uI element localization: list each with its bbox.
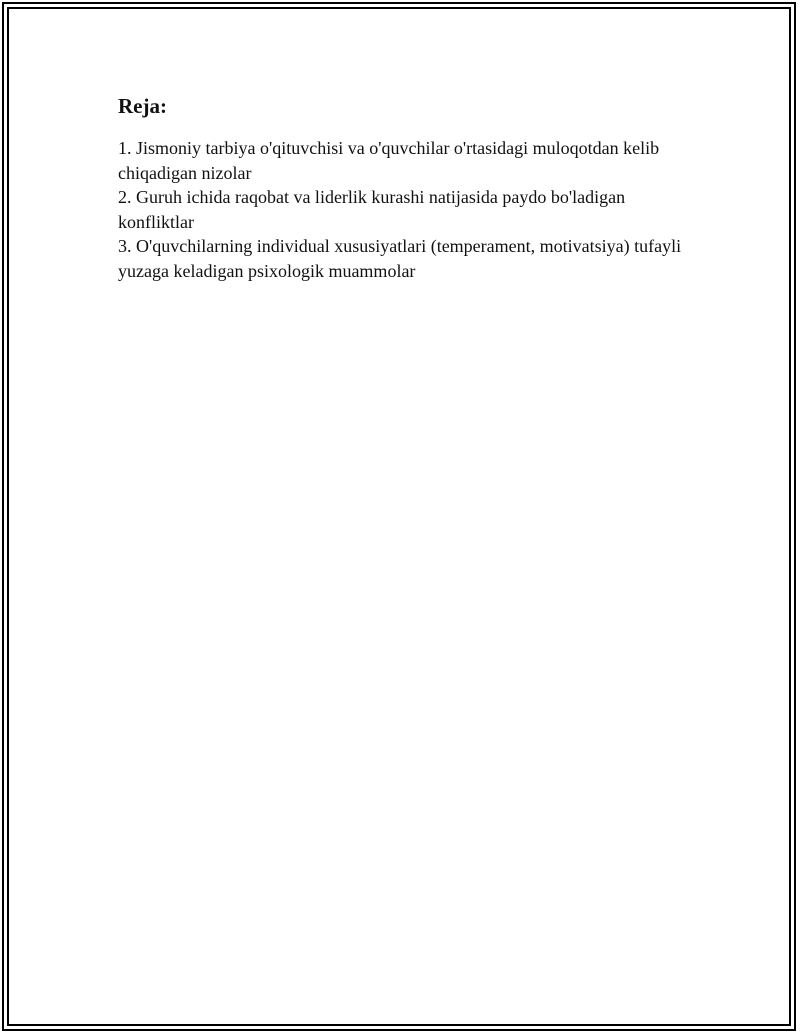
plan-item-2: 2. Guruh ichida raqobat va liderlik kurashi natijasida paydo bo'ladigan konfliktlar xyxy=(118,187,626,232)
document-body xyxy=(118,92,688,283)
plan-item-3: 3. O'quvchilarning individual xususiyatlari (temperament, motivatsiya) tufayli yuzaga keladigan psixologik muammolar xyxy=(118,236,682,281)
plan-heading: Reja: xyxy=(118,94,167,118)
plan-list xyxy=(118,136,688,283)
plan-item-1: 1. Jismoniy tarbiya o'qituvchisi va o'quvchilar o'rtasidagi muloqotdan kelib chiqadigan nizolar xyxy=(118,138,660,183)
